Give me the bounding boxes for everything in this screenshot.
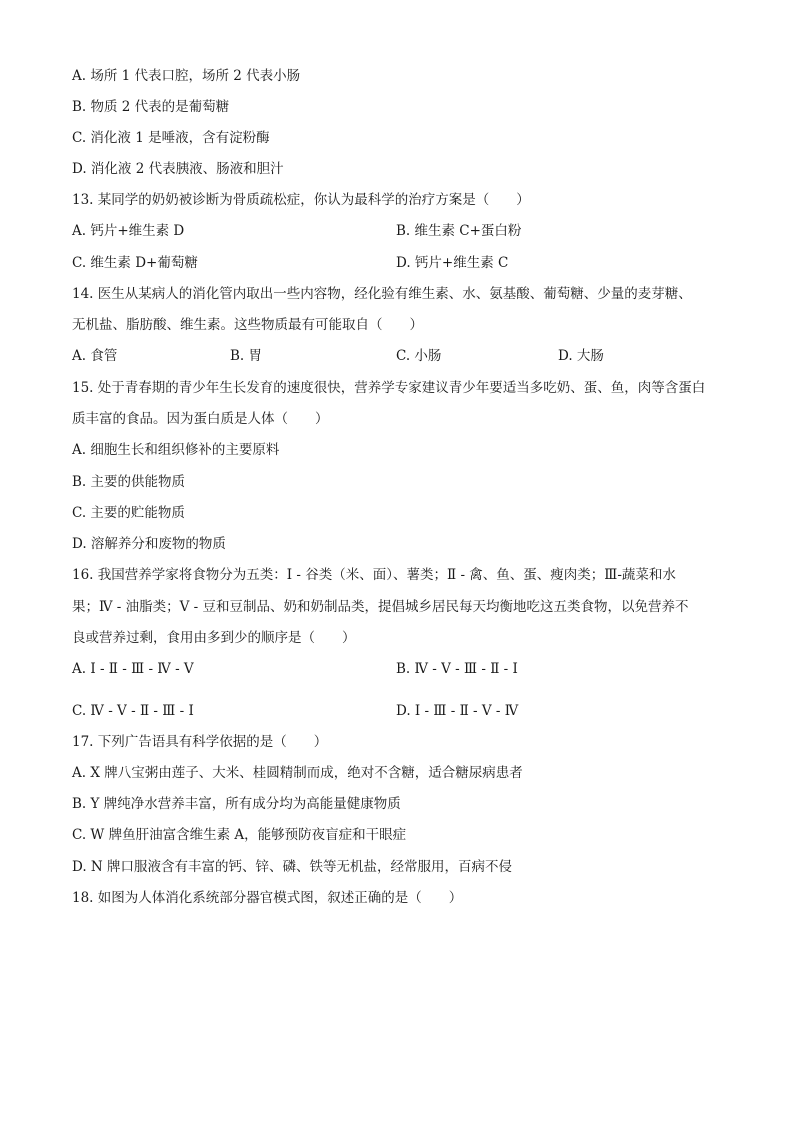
q13-option-b: B. 维生素 C+蛋白粉: [396, 223, 522, 239]
q16-option-d: D. Ⅰ - Ⅲ - Ⅱ - Ⅴ - Ⅳ: [396, 703, 519, 719]
q16-stem-line-2: 果；Ⅳ - 油脂类；Ⅴ - 豆和豆制品、奶和奶制品类，提倡城乡居民每天均衡地吃这五类食物，以免营养不: [72, 599, 689, 615]
q14-option-b: B. 胃: [230, 348, 263, 364]
q15-stem-line-2: 质丰富的食品。因为蛋白质是人体（ ）: [72, 411, 329, 427]
q17-stem: 17. 下列广告语具有科学依据的是（ ）: [72, 734, 328, 750]
q16-stem-line-1: 16. 我国营养学家将食物分为五类：Ⅰ - 谷类（米、面）、薯类；Ⅱ - 禽、鱼、蛋、瘦肉类；Ⅲ-蔬菜和水: [72, 567, 676, 583]
q13-option-d: D. 钙片+维生素 C: [396, 255, 509, 271]
q14-option-d: D. 大肠: [558, 348, 604, 364]
q16-option-a: A. Ⅰ - Ⅱ - Ⅲ - Ⅳ - Ⅴ: [72, 661, 194, 677]
q12-option-d: D. 消化液 2 代表胰液、肠液和胆汁: [72, 161, 284, 177]
q17-option-b: B. Y 牌纯净水营养丰富，所有成分均为高能量健康物质: [72, 796, 401, 812]
q15-option-d: D. 溶解养分和废物的物质: [72, 536, 226, 552]
q15-option-b: B. 主要的供能物质: [72, 474, 186, 490]
q12-option-c: C. 消化液 1 是唾液，含有淀粉酶: [72, 130, 270, 146]
q17-option-d: D. N 牌口服液含有丰富的钙、锌、磷、铁等无机盐，经常服用，百病不侵: [72, 859, 513, 875]
q16-option-c: C. Ⅳ - Ⅴ - Ⅱ - Ⅲ - Ⅰ: [72, 703, 194, 719]
q13-option-a: A. 钙片+维生素 D: [72, 223, 185, 239]
q17-option-a: A. X 牌八宝粥由莲子、大米、桂圆精制而成，绝对不含糖，适合糖尿病患者: [72, 765, 523, 781]
q13-option-c: C. 维生素 D+葡萄糖: [72, 255, 198, 271]
q15-option-a: A. 细胞生长和组织修补的主要原料: [72, 442, 280, 458]
q14-stem-line-2: 无机盐、脂肪酸、维生素。这些物质最有可能取自（ ）: [72, 317, 423, 333]
q15-stem-line-1: 15. 处于青春期的青少年生长发育的速度很快，营养学专家建议青少年要适当多吃奶、蛋、鱼，肉等含蛋白: [72, 380, 706, 396]
q15-option-c: C. 主要的贮能物质: [72, 505, 185, 521]
q16-stem-line-3: 良或营养过剩，食用由多到少的顺序是（ ）: [72, 630, 356, 646]
q16-option-b: B. Ⅳ - Ⅴ - Ⅲ - Ⅱ - Ⅰ: [396, 661, 518, 677]
q14-option-c: C. 小肠: [396, 348, 442, 364]
q12-option-b: B. 物质 2 代表的是葡萄糖: [72, 99, 230, 115]
q17-option-c: C. W 牌鱼肝油富含维生素 A，能够预防夜盲症和干眼症: [72, 827, 407, 843]
q14-stem-line-1: 14. 医生从某病人的消化管内取出一些内容物，经化验有维生素、水、氨基酸、葡萄糖、少量的麦芽糖、: [72, 286, 692, 302]
q14-option-a: A. 食管: [72, 348, 118, 364]
q12-option-a: A. 场所 1 代表口腔，场所 2 代表小肠: [72, 68, 301, 84]
q18-stem: 18. 如图为人体消化系统部分器官模式图，叙述正确的是（ ）: [72, 890, 463, 906]
q13-stem: 13. 某同学的奶奶被诊断为骨质疏松症，你认为最科学的治疗方案是（ ）: [72, 192, 530, 208]
